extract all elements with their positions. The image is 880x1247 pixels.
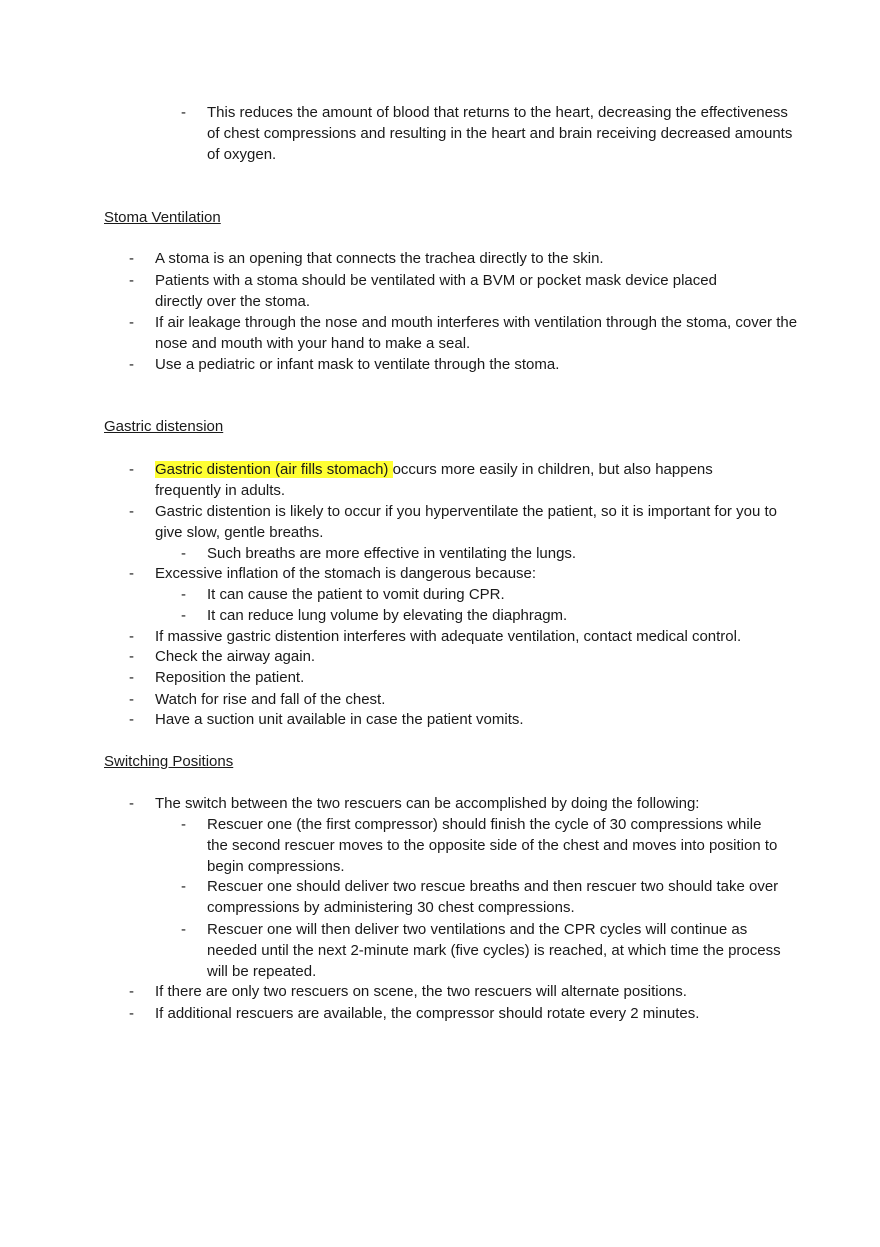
bullet-dash: -	[181, 921, 186, 938]
bullet-dash: -	[181, 607, 186, 624]
bullet-dash: -	[129, 461, 134, 478]
bullet-dash: -	[129, 648, 134, 665]
list-item: This reduces the amount of blood that returns to the heart, decreasing the effectiveness of chest compressions and resulting in the heart and brain receiving decreased amounts of oxygen.	[207, 104, 793, 163]
bullet-dash: -	[129, 503, 134, 520]
list-item	[155, 459, 765, 501]
list-item: Such breaths are more effective in ventilating the lungs.	[207, 545, 577, 562]
list-item: Gastric distention is likely to occur if you hyperventilate the patient, so it is important for you to give slow, gentle breaths.	[155, 503, 777, 541]
list-item: If additional rescuers are available, the compressor should rotate every 2 minutes.	[155, 1005, 700, 1022]
bullet-dash: -	[181, 878, 186, 895]
list-item: It can cause the patient to vomit during CPR.	[207, 586, 505, 603]
list-item: The switch between the two rescuers can be accomplished by doing the following:	[155, 795, 700, 812]
list-item-text: occurs more easily in children, but also happens frequently in adults.	[155, 461, 713, 499]
bullet-dash: -	[129, 691, 134, 708]
list-item: It can reduce lung volume by elevating the diaphragm.	[207, 607, 568, 624]
list-item: Use a pediatric or infant mask to ventilate through the stoma.	[155, 356, 560, 373]
bullet-dash: -	[181, 586, 186, 603]
list-item: If massive gastric distention interferes with adequate ventilation, contact medical control.	[155, 628, 742, 645]
list-item: Reposition the patient.	[155, 669, 305, 686]
highlighted-text: Gastric distention (air fills stomach)	[155, 461, 393, 478]
list-item: Rescuer one will then deliver two ventilations and the CPR cycles will continue as needed until the next 2-minute mark (five cycles) is reached, at which time the process will be repeated.	[207, 921, 781, 980]
section-heading-gastric: Gastric distension	[104, 418, 224, 435]
bullet-dash: -	[181, 816, 186, 833]
section-heading-switching: Switching Positions	[104, 753, 234, 770]
list-item: Watch for rise and fall of the chest.	[155, 691, 386, 708]
bullet-dash: -	[181, 104, 186, 121]
list-item: Excessive inflation of the stomach is dangerous because:	[155, 565, 537, 582]
list-item: Patients with a stoma should be ventilated with a BVM or pocket mask device placed directly over the stoma.	[155, 272, 717, 310]
bullet-dash: -	[181, 545, 186, 562]
list-item: If air leakage through the nose and mouth interferes with ventilation through the stoma, cover the nose and mouth with your hand to make a seal.	[155, 314, 798, 352]
bullet-dash: -	[129, 314, 134, 331]
list-item: Rescuer one (the first compressor) should finish the cycle of 30 compressions while the second rescuer moves to the opposite side of the chest and moves into position to begin compressions.	[207, 816, 778, 875]
list-item: If there are only two rescuers on scene, the two rescuers will alternate positions.	[155, 983, 687, 1000]
list-item: Have a suction unit available in case the patient vomits.	[155, 711, 524, 728]
bullet-dash: -	[129, 628, 134, 645]
bullet-dash: -	[129, 272, 134, 289]
section-heading-stoma: Stoma Ventilation	[104, 209, 221, 226]
bullet-dash: -	[129, 565, 134, 582]
bullet-dash: -	[129, 1005, 134, 1022]
bullet-dash: -	[129, 250, 134, 267]
bullet-dash: -	[129, 983, 134, 1000]
bullet-dash: -	[129, 356, 134, 373]
list-item: A stoma is an opening that connects the trachea directly to the skin.	[155, 250, 604, 267]
bullet-dash: -	[129, 711, 134, 728]
bullet-dash: -	[129, 795, 134, 812]
bullet-dash: -	[129, 669, 134, 686]
list-item: Check the airway again.	[155, 648, 316, 665]
list-item: Rescuer one should deliver two rescue breaths and then rescuer two should take over compressions by administering 30 chest compressions.	[207, 878, 779, 916]
